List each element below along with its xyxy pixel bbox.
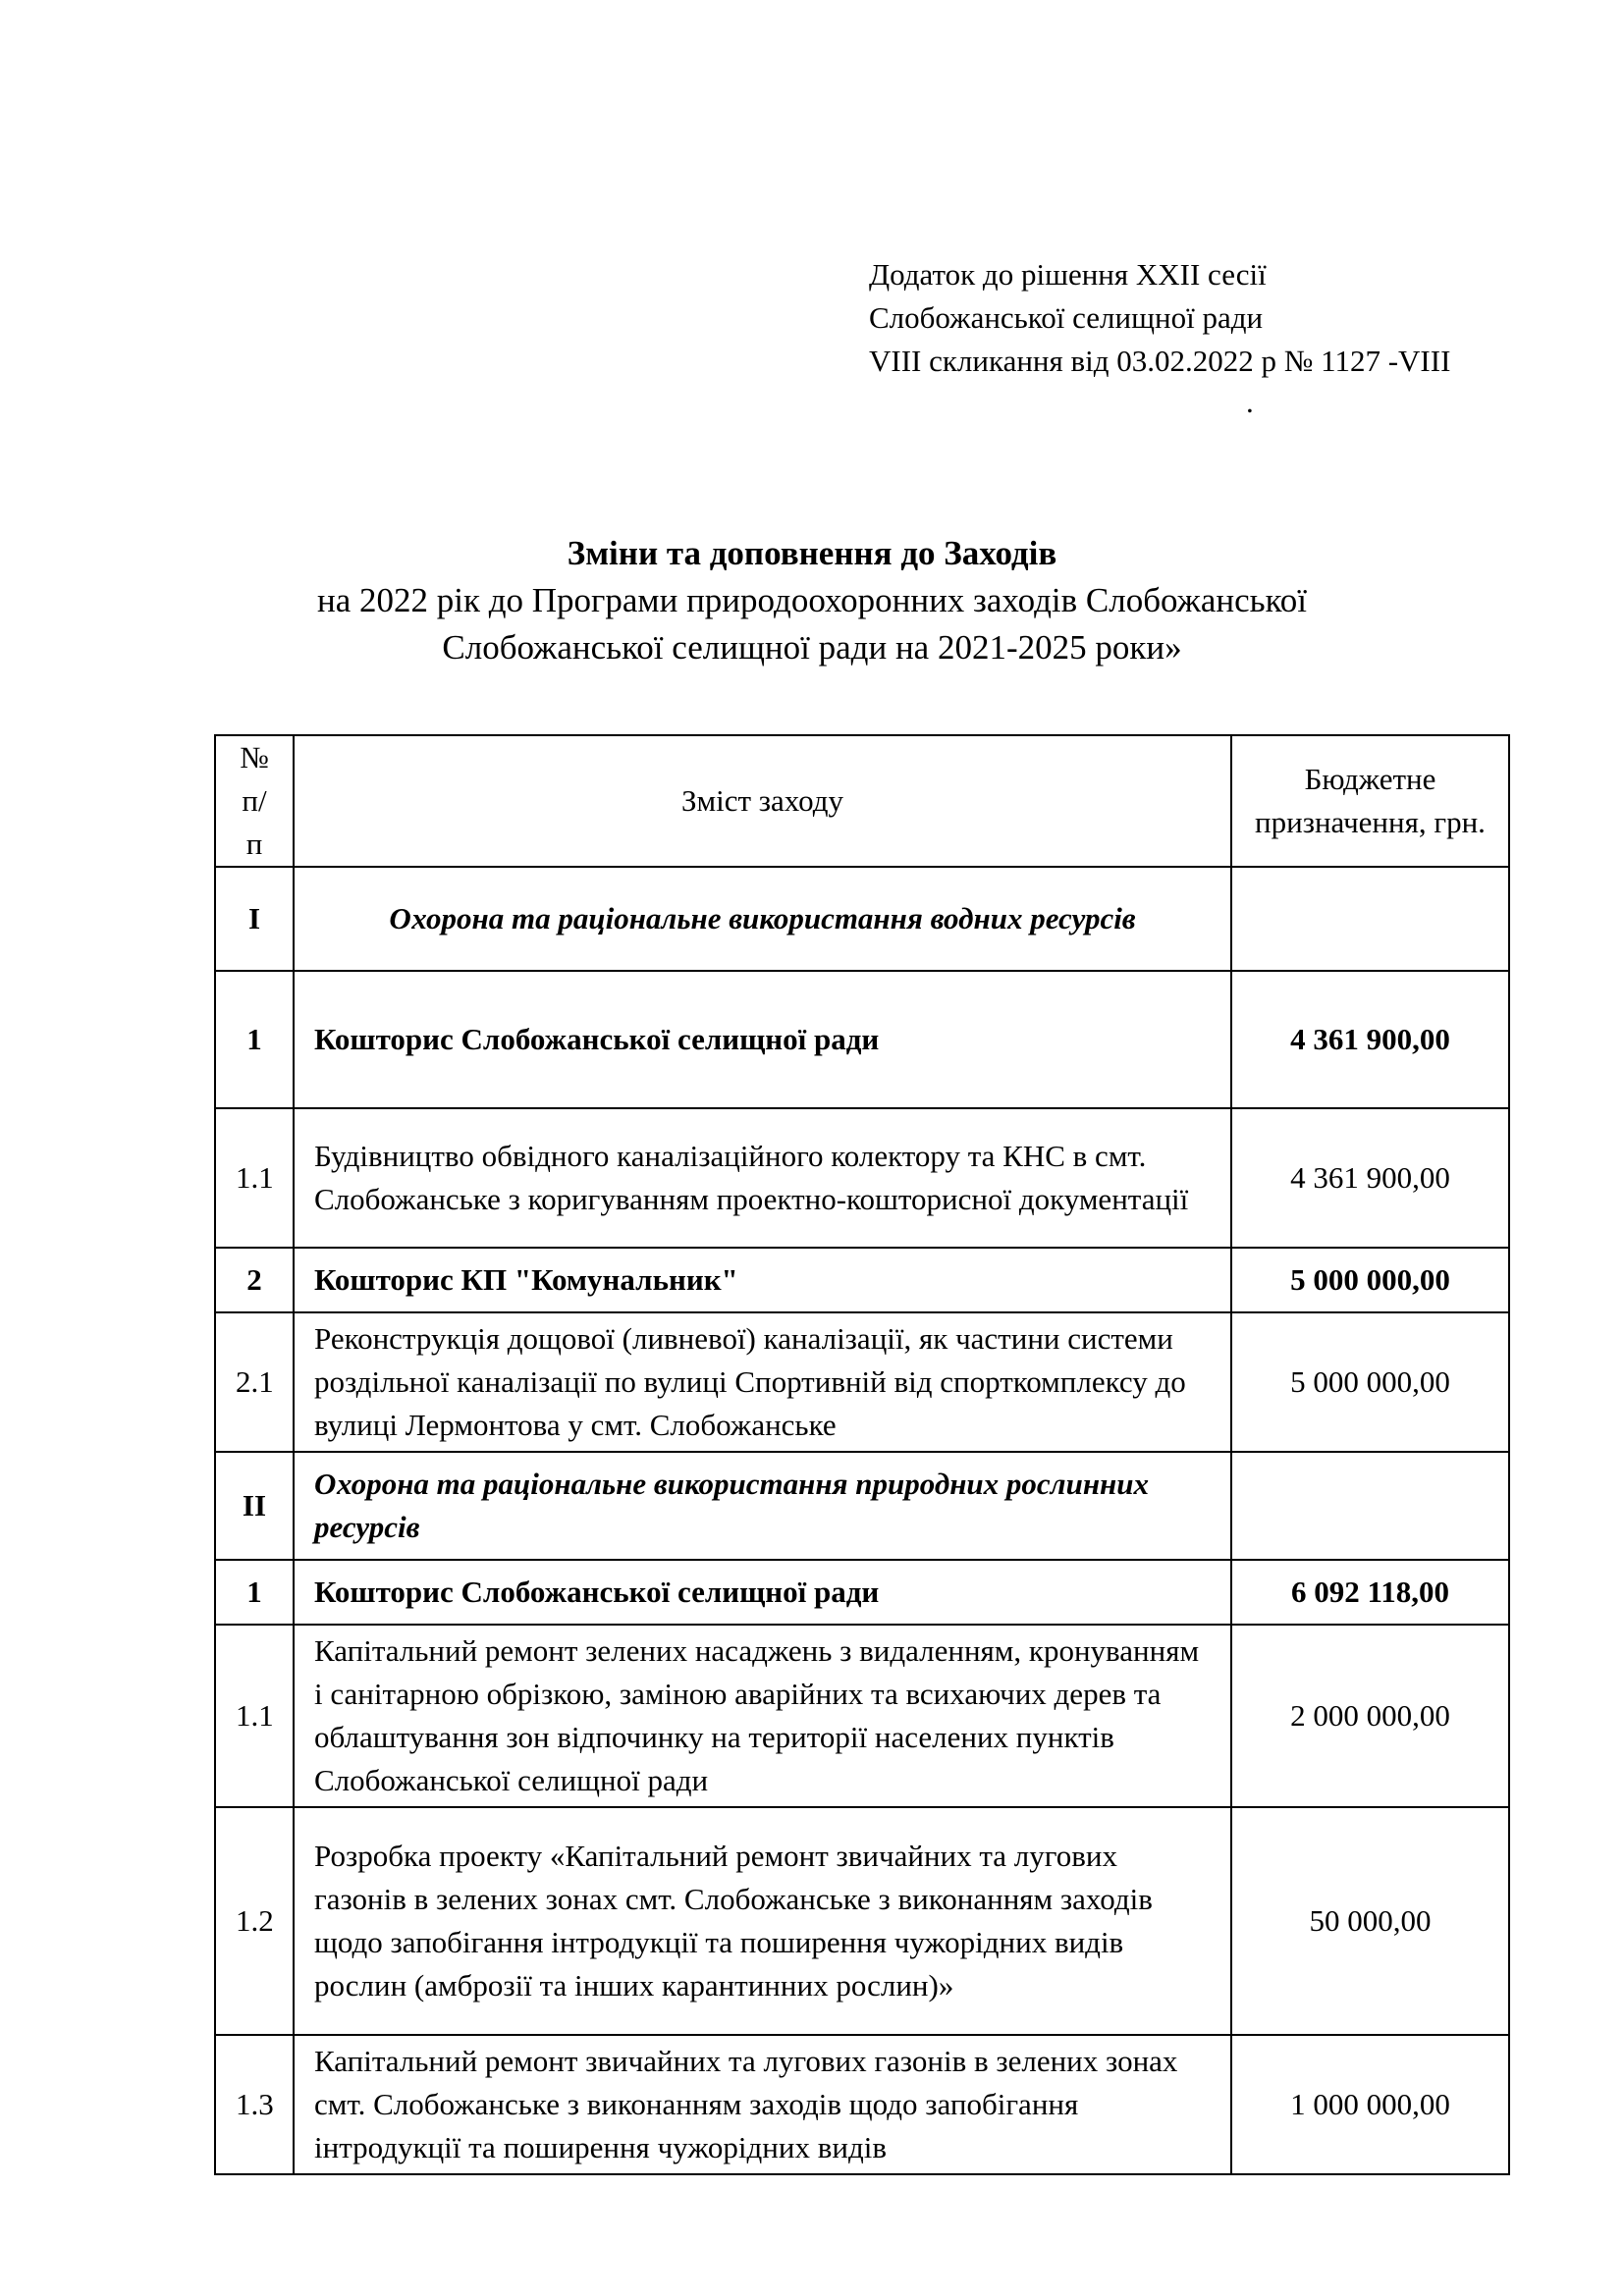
table-row: [215, 1248, 1509, 1312]
appendix-line-2: Слобожанської селищної ради: [869, 300, 1264, 335]
row-description: Кошторис Слобожанської селищної ради: [294, 1560, 1231, 1625]
header-number-line-1: №: [240, 740, 269, 774]
table-header-row: [215, 735, 1509, 867]
row-number: 1: [215, 971, 294, 1108]
row-description: Розробка проекту «Капітальний ремонт звичайних та лугових газонів в зелених зонах смт. Слобожанське з виконанням заходів щодо запобігання інтродукції та поширення чужорідних видів рослин (амброзії та інших карантинних рослин)»: [294, 1807, 1231, 2035]
title-line-3: Слобожанської селищної ради на 2021-2025 роки»: [442, 628, 1182, 667]
document-title: [0, 530, 1624, 671]
row-description: Кошторис КП "Комунальник": [294, 1248, 1231, 1312]
table-row: [215, 1312, 1509, 1452]
table-row: [215, 1452, 1509, 1560]
row-number: 1.1: [215, 1625, 294, 1807]
title-line-2: на 2022 рік до Програми природоохоронних заходів Слобожанської: [316, 581, 1308, 619]
row-description: Охорона та раціональне використання водних ресурсів: [294, 867, 1231, 971]
header-budget: [1231, 735, 1509, 867]
row-amount: 6 092 118,00: [1231, 1560, 1509, 1625]
table-row: [215, 1807, 1509, 2035]
row-amount: [1231, 1452, 1509, 1560]
appendix-dot: .: [1246, 385, 1254, 419]
appendix-line-3: VIII скликання від 03.02.2022 р № 1127 -VIII: [869, 344, 1451, 378]
row-amount: 5 000 000,00: [1231, 1312, 1509, 1452]
row-amount: [1231, 867, 1509, 971]
row-number: 1.3: [215, 2035, 294, 2174]
row-amount: 5 000 000,00: [1231, 1248, 1509, 1312]
header-budget-line-2: призначення, грн.: [1255, 805, 1486, 839]
table-row: [215, 1108, 1509, 1248]
row-description: Капітальний ремонт звичайних та лугових газонів в зелених зонах смт. Слобожанське з виконанням заходів щодо запобігання інтродукції та поширення чужорідних видів: [294, 2035, 1231, 2174]
row-number: 2: [215, 1248, 294, 1312]
row-amount: 4 361 900,00: [1231, 1108, 1509, 1248]
row-description: Капітальний ремонт зелених насаджень з видаленням, кронуванням і санітарною обрізкою, заміною аварійних та всихаючих дерев та облаштування зон відпочинку на території населених пунктів Слобожанської селищної ради: [294, 1625, 1231, 1807]
table-row: [215, 1625, 1509, 1807]
measures-table: [214, 734, 1510, 2175]
table-row: [215, 2035, 1509, 2174]
row-description: Охорона та раціональне використання природних рослинних ресурсів: [294, 1452, 1231, 1560]
row-amount: 4 361 900,00: [1231, 971, 1509, 1108]
row-description: Кошторис Слобожанської селищної ради: [294, 971, 1231, 1108]
header-content: Зміст заходу: [294, 735, 1231, 867]
header-number: [215, 735, 294, 867]
table-row: [215, 971, 1509, 1108]
appendix-line-1: Додаток до рішення XXII сесії: [869, 257, 1267, 292]
row-number: 1: [215, 1560, 294, 1625]
row-amount: 2 000 000,00: [1231, 1625, 1509, 1807]
table-row: [215, 867, 1509, 971]
row-amount: 50 000,00: [1231, 1807, 1509, 2035]
title-line-1: Зміни та доповнення до Заходів: [567, 534, 1057, 572]
row-amount: 1 000 000,00: [1231, 2035, 1509, 2174]
appendix-note: [869, 253, 1450, 422]
row-number: 2.1: [215, 1312, 294, 1452]
row-description: Будівництво обвідного каналізаційного колектору та КНС в смт. Слобожанське з коригуванням проектно-кошторисної документації: [294, 1108, 1231, 1248]
table-row: [215, 1560, 1509, 1625]
row-number: 1.2: [215, 1807, 294, 2035]
row-description: Реконструкція дощової (ливневої) каналізації, як частини системи роздільної каналізації по вулиці Спортивній від спорткомплексу до вулиці Лермонтова у смт. Слобожанське: [294, 1312, 1231, 1452]
row-number: 1.1: [215, 1108, 294, 1248]
header-budget-line-1: Бюджетне: [1304, 762, 1436, 796]
header-number-line-2: п/п: [242, 783, 267, 861]
row-number: II: [215, 1452, 294, 1560]
row-number: I: [215, 867, 294, 971]
